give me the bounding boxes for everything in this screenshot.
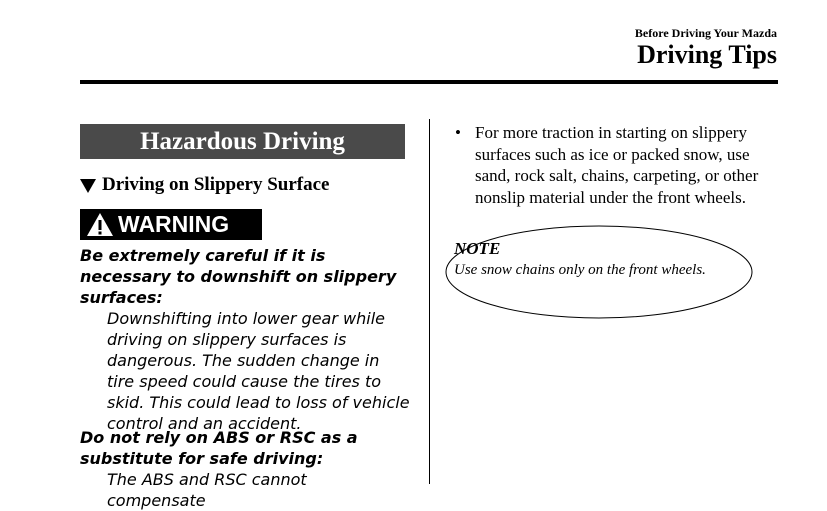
page-title: Driving Tips	[637, 40, 777, 69]
bullet-text: For more traction in starting on slippery surfaces such as ice or packed snow, use sand, rock salt, chains, carpeting, or other nonslip material under the front wheels.	[475, 123, 759, 207]
down-triangle-icon	[80, 179, 96, 193]
header-section-label: Before Driving Your Mazda	[634, 26, 777, 40]
bullet-item	[455, 122, 785, 208]
header-divider	[80, 80, 778, 84]
section-banner-label: Hazardous Driving	[140, 127, 345, 155]
warning-block-2	[80, 427, 410, 511]
note-label: NOTE	[454, 239, 501, 258]
subheading-label: Driving on Slippery Surface	[102, 174, 330, 195]
warning-label-box	[80, 209, 262, 240]
bullet-dot: •	[455, 123, 461, 142]
warning-block-1	[80, 245, 410, 434]
warning-heading: Do not rely on ABS or RSC as a substitute for safe driving:	[80, 428, 358, 468]
section-banner	[80, 124, 405, 159]
column-divider	[429, 119, 430, 484]
subheading	[80, 174, 329, 196]
warning-triangle-icon	[86, 212, 114, 237]
warning-label: WARNING	[118, 211, 230, 237]
warning-body: The ABS and RSC cannot compensate	[107, 470, 307, 510]
warning-body: Downshifting into lower gear while driving on slippery surfaces is dangerous. The sudden change in tire speed could cause the tires to skid. This could lead to loss of vehicle control and an accident.	[107, 309, 410, 433]
note-text: Use snow chains only on the front wheels.	[454, 262, 706, 278]
warning-heading: Be extremely careful if it is necessary to downshift on slippery surfaces:	[80, 246, 397, 307]
